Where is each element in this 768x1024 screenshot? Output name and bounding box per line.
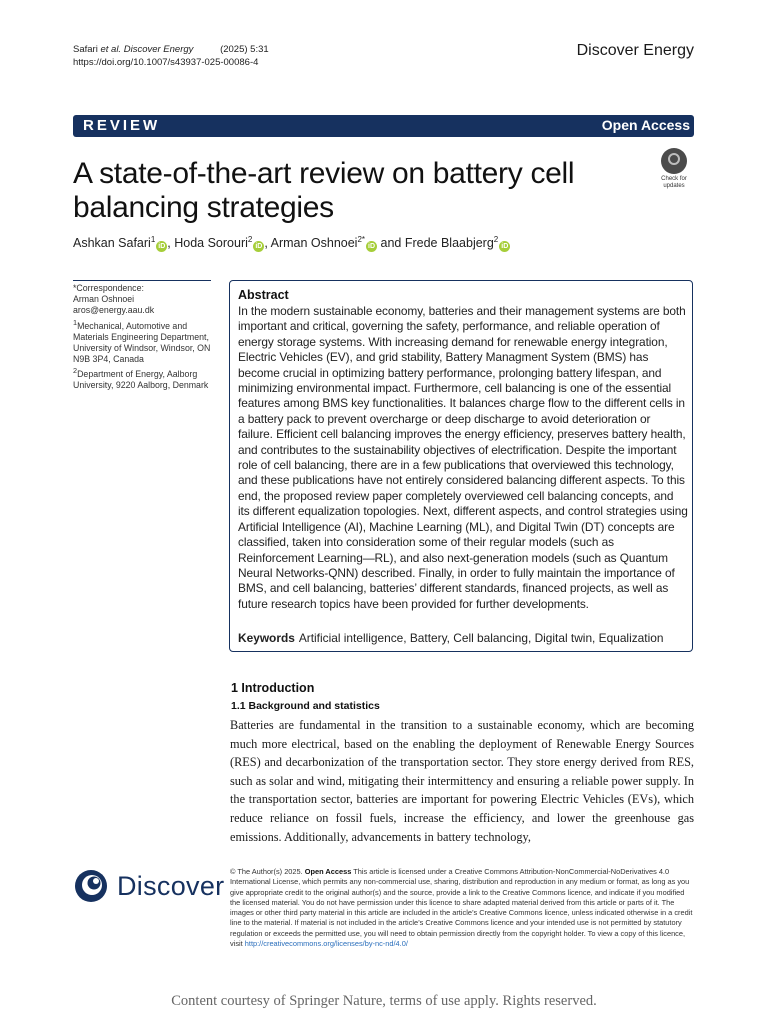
author-separator: , [167, 236, 175, 251]
article-type-label: REVIEW [83, 117, 161, 134]
author-affiliation: 1 [150, 235, 156, 244]
author-list [73, 235, 510, 252]
courtesy-notice: Content courtesy of Springer Nature, terms of use apply. Rights reserved. [171, 993, 597, 1009]
correspondence-name: Arman Oshnoei [73, 294, 135, 305]
keywords-label: Keywords [238, 631, 295, 645]
correspondence-block [73, 283, 218, 392]
author-name[interactable]: Arman Oshnoei [270, 236, 358, 251]
author-affiliation: 2 [493, 235, 499, 244]
license-text: This article is licensed under a Creative Commons Attribution-NonCommercial-NoDerivatives 4.0 International License, which permits any non-commercial use, sharing, distribution and reproduction in any medium or format, as long as you give appropriate credit to the original author(s) and the source, provide a link to the Creative Commons licence, and indicate if you modified the licensed material. You do not have permission under this licence to share adapted material derived from this article or parts of it. The images or other third party material in this article are included in the article’s Creative Commons licence, unless indicated otherwise in a credit line to the material. If material is not included in the article’s Creative Commons licence and your intended use is not permitted by statutory regulation or exceeds the permitted use, you will need to obtain permission directly from the copyright holder. To view a copy of this licence, visit [230, 867, 693, 949]
author-name[interactable]: Ashkan Safari [73, 236, 151, 251]
check-updates-label-1: Check for [661, 176, 687, 182]
license-open-access: Open Access [304, 867, 352, 876]
abstract-text: In the modern sustainable economy, batteries and their management systems are both important and critical, governing the safety, performance, and reliable operation of energy storage systems. With increasing demand for renewable energy integration, Electric Vehicles (EV), and grid stability, Battery Managment System (BMS) has become crucial in optimizing battery performance, prolonging battery lifespan, and minimizing environmental impact. Furthermore, cell balancing is one of the essential features among BMS key functionalities. It balances charge flow to the different cells in a battery pack to prevent overcharge or deep discharge to avoid deterioration or failure. Efficient cell balancing improves the energy efficiency, preserves battery health, and contributes to the sustainability objectives of electrification. Despite the important role of cell balancing, there are in a few publications that overviewed this technology, and these publications have not entirely considered balancing different aspects. To this end, the proposed review paper completely overviewed cell balancing concepts, and its different equalization topologies. Next, different aspects, and control strategies using Artificial Intelligence (AI), Machine Learning (ML), and Digital Twin (DT) concepts are classified, taken into consideration some of their regular models (such as Reinforcement Learning—RL), and also next-generation models (such as Quantum Neural Networks-QNN) described. Finally, in order to fully maintain the importance of BMS, and cell balancing, batteries’ different standards, financed projects, as well as future research topics have been provided for further developments. [238, 304, 688, 611]
author-separator: and [377, 236, 405, 251]
header-year-volume: (2025) 5:31 [220, 44, 269, 55]
check-for-updates-icon [661, 148, 687, 174]
discover-logo-icon [73, 868, 109, 904]
body-paragraph: Batteries are fundamental in the transition to a sustainable economy, which are becoming much more electrical, based on the enabling the deployment of Renewable Energy Sources (RES) and decarbonization of the transportation sector. They store energy derived from RES, such as solar and wind, mitigating their intermittency and ensuring a reliable power supply. In the transportation sector, batteries are important for powering Electric Vehicles (EVs), which reduce reliance on fossil fuels, increase the efficiency, and lower the greenhouse gas emissions. Additionally, advancements in battery technology, [230, 718, 694, 844]
correspondence-label: *Correspondence: [73, 283, 144, 293]
orcid-icon[interactable]: iD [158, 243, 166, 251]
keywords-list: Artificial intelligence, Battery, Cell balancing, Digital twin, Equalization [298, 631, 664, 645]
author-name[interactable]: Frede Blaabjerg [404, 236, 494, 251]
header-etal: et al. [100, 44, 122, 55]
open-access-label: Open Access [601, 117, 690, 133]
correspondence-email[interactable]: aros@energy.aau.dk [73, 305, 155, 316]
license-notice [230, 867, 696, 949]
check-updates-label-2: updates [663, 183, 685, 189]
orcid-icon[interactable]: iD [255, 243, 263, 251]
license-link[interactable]: http://creativecommons.org/licenses/by-nc-nd/4.0/ [244, 939, 408, 949]
doi-link[interactable]: https://doi.org/10.1007/s43937-025-00086-4 [73, 57, 259, 68]
author-name[interactable]: Hoda Sorouri [174, 236, 248, 251]
article-type-banner [73, 115, 694, 137]
running-header [73, 43, 269, 69]
author-separator: , [264, 236, 271, 251]
affiliation-2: $^2$Department of Energy, Aalborg University, 9220 Aalborg, Denmark [73, 366, 209, 391]
keywords-line [238, 631, 688, 645]
author-affiliation: 2* [357, 235, 366, 244]
author-affiliation: 2 [247, 235, 253, 244]
license-prefix: © The Author(s) 2025. [230, 867, 303, 876]
discover-logo-text: Discover [117, 871, 225, 901]
orcid-icon[interactable]: iD [368, 243, 376, 251]
section-heading: 1 Introduction [231, 681, 315, 695]
affiliation-1: $^1$Mechanical, Automotive and Materials Engineering Department, University of Windsor, Windsor, ON N9B 3P4, Canada [73, 317, 211, 365]
check-for-updates-button[interactable] [656, 148, 692, 190]
subsection-heading: 1.1 Background and statistics [231, 700, 380, 712]
journal-name: Discover Energy [576, 42, 694, 59]
article-title: A state-of-the-art review on battery cell balancing strategies [73, 157, 575, 224]
header-authors: Safari [73, 44, 98, 55]
abstract-heading: Abstract [238, 288, 289, 302]
side-column-rule [73, 280, 211, 281]
header-journal: Discover Energy [123, 44, 194, 55]
orcid-icon[interactable]: iD [501, 243, 509, 251]
